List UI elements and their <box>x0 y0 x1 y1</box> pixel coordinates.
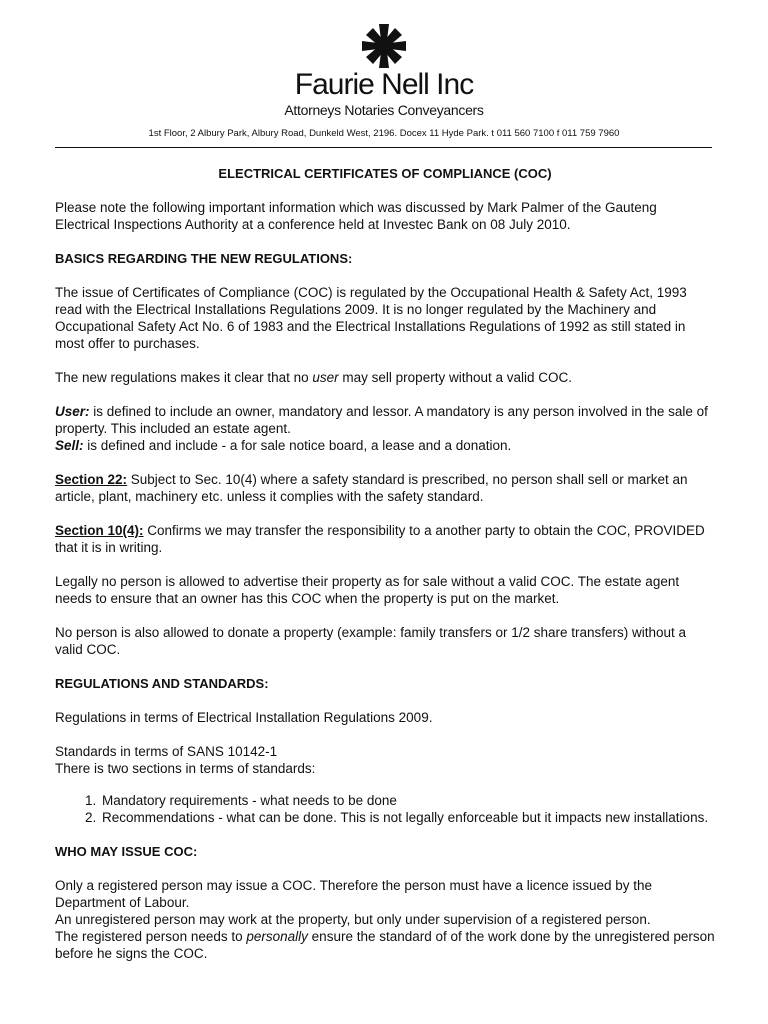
standards-line-2: There is two sections in terms of standards: <box>55 761 316 776</box>
sell-definition: is defined and include - a for sale notice board, a lease and a donation. <box>83 438 512 453</box>
who-paragraph <box>55 877 715 962</box>
definitions-paragraph <box>55 403 715 454</box>
intro-paragraph: Please note the following important information which was discussed by Mark Palmer of the Gauteng Electrical Inspections Authority at a conference held at Investec Bank on 08 July 2010. <box>55 200 657 232</box>
donate-paragraph: No person is also allowed to donate a property (example: family transfers or 1/2 share transfers) without a valid COC. <box>55 625 687 657</box>
who-line-2: An unregistered person may work at the property, but only under supervision of a registered person. <box>55 912 651 927</box>
firm-tagline: Attorneys Notaries Conveyancers <box>284 102 484 118</box>
advertise-paragraph: Legally no person is allowed to advertise their property as for sale without a valid COC. The estate agent needs to ensure that an owner has this COC when the property is put on the market. <box>55 574 680 606</box>
letterhead <box>0 24 768 118</box>
list-item: 1. Mandatory requirements - what needs to be done <box>100 792 715 809</box>
personally-emphasis: personally <box>246 929 308 944</box>
regulations-paragraph: Regulations in terms of Electrical Installation Regulations 2009. <box>55 710 433 725</box>
who-line-1: Only a registered person may issue a COC. Therefore the person must have a licence issued by the Department of Labour. <box>55 878 653 910</box>
sell-term: Sell: <box>55 438 84 453</box>
new-regs-text: The new regulations makes it clear that no <box>55 370 313 385</box>
section-22-text: Subject to Sec. 10(4) where a safety standard is prescribed, no person shall sell or market an article, plant, machinery etc. unless it complies with the safety standard. <box>55 472 688 504</box>
who-line-3-end: ensure the standard of of the work done by the unregistered person before he signs the COC. <box>55 929 715 961</box>
header-divider <box>55 147 712 148</box>
user-emphasis: user <box>312 370 339 385</box>
who-heading: WHO MAY ISSUE COC: <box>55 844 198 859</box>
user-term: User: <box>55 404 90 419</box>
asterisk-icon <box>362 24 406 68</box>
firm-name: Faurie Nell Inc <box>294 68 474 101</box>
standards-list <box>55 792 715 826</box>
who-line-3-start: The registered person needs to <box>55 929 247 944</box>
standards-paragraph <box>55 743 715 777</box>
user-definition: is defined to include an owner, mandatory and lessor. A mandatory is any person involved in the sale of property. This included an estate agent. <box>55 404 708 436</box>
section-22-term: Section 22: <box>55 472 128 487</box>
section-22-paragraph <box>55 471 715 505</box>
document-title: ELECTRICAL CERTIFICATES OF COMPLIANCE (COC) <box>218 166 552 181</box>
basics-paragraph: The issue of Certificates of Compliance (COC) is regulated by the Occupational Health & Safety Act, 1993 read with the Electrical Installations Regulations 2009. It is no longer regulated by the Machinery and Occupational Safety Act No. 6 of 1983 and the Electrical Installations Regulations of 1992 as still stated in most offer to purchases. <box>55 285 687 351</box>
basics-heading: BASICS REGARDING THE NEW REGULATIONS: <box>55 251 353 266</box>
section-10-4-text: Confirms we may transfer the responsibility to a another party to obtain the COC, PROVIDED that it is in writing. <box>55 523 705 555</box>
firm-address: 1st Floor, 2 Albury Park, Albury Road, Dunkeld West, 2196. Docex 11 Hyde Park. t 011 560 7100 f 011 759 7960 <box>148 128 620 139</box>
list-item: 2. Recommendations - what can be done. This is not legally enforceable but it impacts new installations. <box>100 809 715 826</box>
standards-line-1: Standards in terms of SANS 10142-1 <box>55 744 278 759</box>
document-body <box>55 165 715 979</box>
new-regs-text-end: may sell property without a valid COC. <box>338 370 572 385</box>
regulations-heading: REGULATIONS AND STANDARDS: <box>55 676 269 691</box>
section-10-4-paragraph <box>55 522 715 556</box>
new-regulations-paragraph <box>55 369 715 386</box>
section-10-4-term: Section 10(4): <box>55 523 144 538</box>
